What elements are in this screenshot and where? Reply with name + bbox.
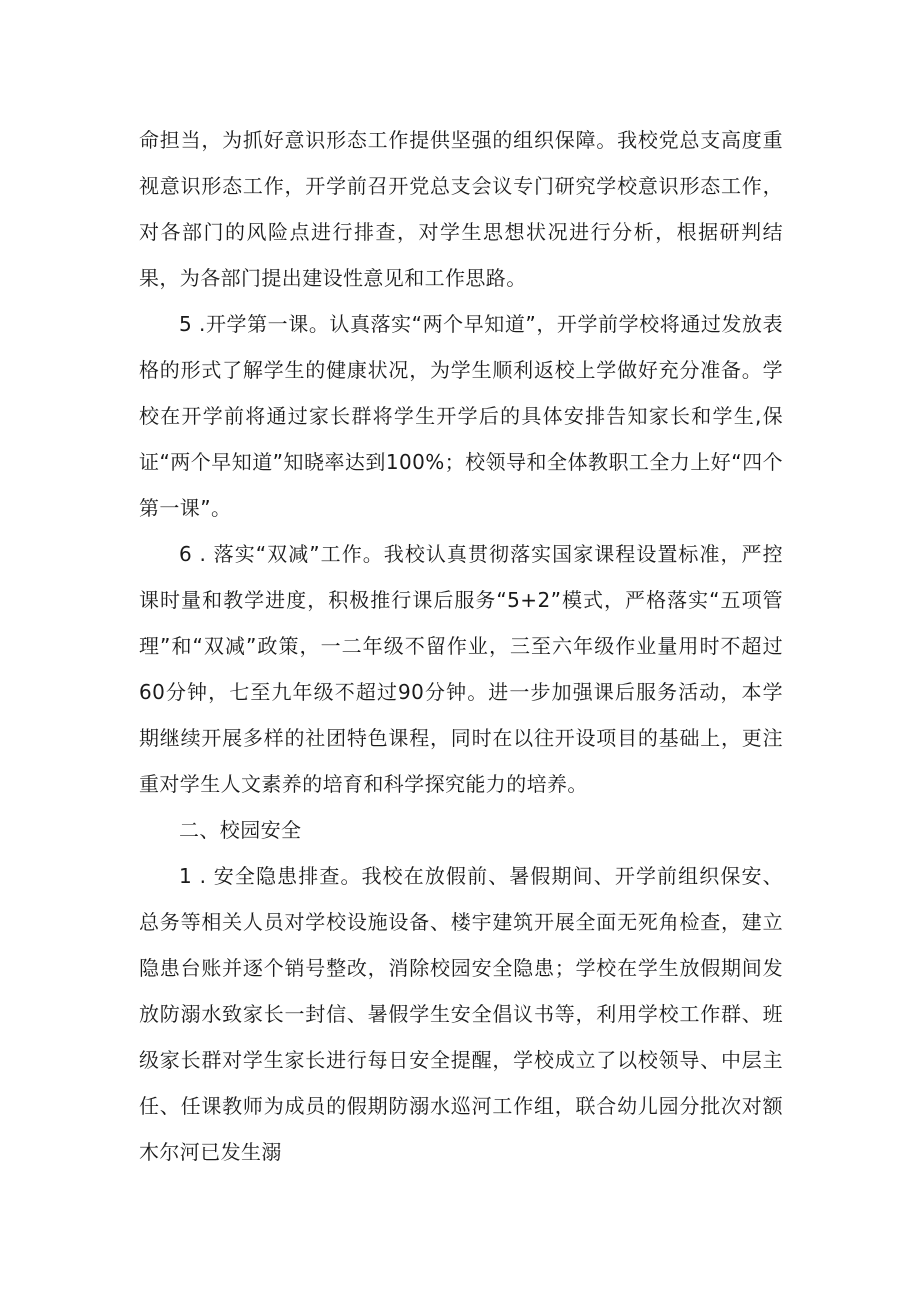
paragraph-org-guarantee: 命担当，为抓好意识形态工作提供坚强的组织保障。我校党总支高度重视意识形态工作，开学前召开党总支会议专门研究学校意识形态工作，对各部门的风险点进行排查，对学生思想状况进行分析，根据研判结果，为各部门提出建设性意见和工作思路。 [139,128,783,290]
paragraph-first-lesson: 5 .开学第一课。认真落实“两个早知道”，开学前学校将通过发放表格的形式了解学生的健康状况，为学生顺利返校上学做好充分准备。学校在开学前将通过家长群将学生开学后的具体安排告知家长和学生,保证“两个早知道”知晓率达到100%；校领导和全体教职工全力上好“四个第一课”。 [139,312,783,520]
document-body [139,117,783,1175]
paragraph-hazard-inspection: 1 . 安全隐患排查。我校在放假前、暑假期间、开学前组织保安、总务等相关人员对学校设施设备、楼宇建筑开展全面无死角检查，建立隐患台账并逐个销号整改，消除校园安全隐患；学校在学生放假期间发放防溺水致家长一封信、暑假学生安全倡议书等，利用学校工作群、班级家长群对学生家长进行每日安全提醒，学校成立了以校领导、中层主任、任课教师为成员的假期防溺水巡河工作组，联合幼儿园分批次对额木尔河已发生溺 [139,864,783,1164]
paragraph-double-reduction: 6 . 落实“双减”工作。我校认真贯彻落实国家课程设置标准，严控课时量和教学进度，积极推行课后服务“5+2”模式，严格落实“五项管理”和“双减”政策，一二年级不留作业，三至六年级作业量用时不超过60分钟，七至九年级不超过90分钟。进一步加强课后服务活动，本学期继续开展多样的社团特色课程，同时在以往开设项目的基础上，更注重对学生人文素养的培育和科学探究能力的培养。 [139,542,783,796]
section-heading-campus-safety: 二、校园安全 [179,818,302,842]
